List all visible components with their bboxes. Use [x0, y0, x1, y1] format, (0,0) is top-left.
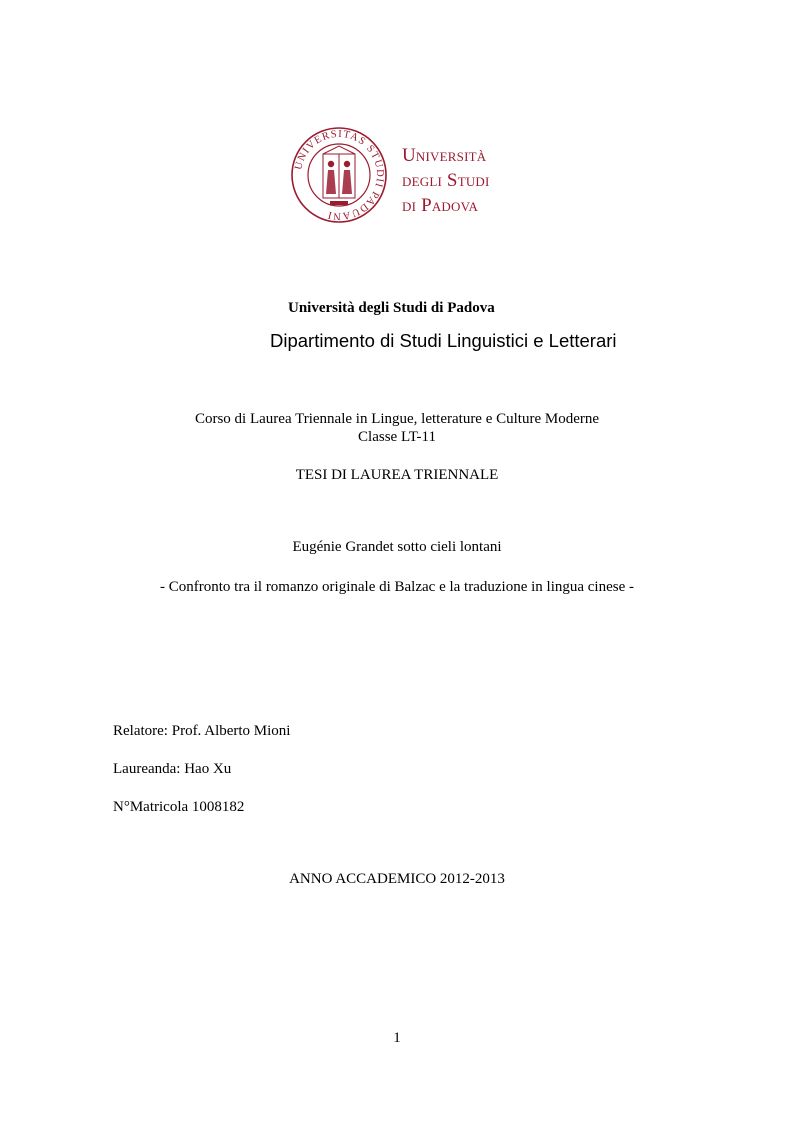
wordmark-line-3: di Padova	[402, 195, 479, 216]
student-name: Laureanda: Hao Xu	[113, 761, 232, 777]
university-name: Università degli Studi di Padova	[288, 300, 495, 316]
university-seal-icon	[290, 126, 388, 224]
course-name: Corso di Laurea Triennale in Lingue, letterature e Culture Moderne	[194, 411, 600, 427]
thesis-subtitle: - Confronto tra il romanzo originale di Balzac e la traduzione in lingua cinese -	[160, 579, 634, 595]
degree-class: Classe LT-11	[358, 429, 436, 445]
academic-year: ANNO ACCADEMICO 2012-2013	[289, 871, 505, 887]
thesis-title: Eugénie Grandet sotto cieli lontani	[292, 539, 502, 555]
matriculation-number: N°Matricola 1008182	[113, 799, 245, 815]
department-name: Dipartimento di Studi Linguistici e Letterari	[270, 330, 617, 351]
wordmark-line-1: Università	[402, 145, 487, 166]
university-wordmark	[402, 143, 490, 218]
thesis-type: TESI DI LAUREA TRIENNALE	[295, 467, 499, 483]
seal-text: UNIVERSITAS STUDII PADUANI	[293, 128, 386, 222]
page-number: 1	[393, 1030, 401, 1046]
wordmark-line-2: degli Studi	[402, 170, 490, 191]
supervisor: Relatore: Prof. Alberto Mioni	[113, 723, 291, 739]
